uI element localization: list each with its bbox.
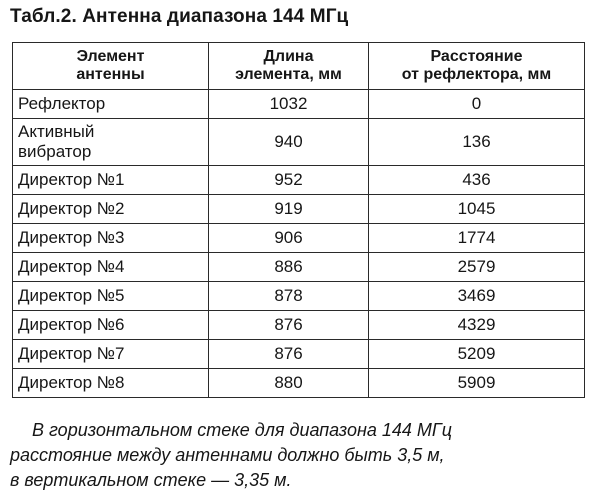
footnote-line-3: в вертикальном стеке — 3,35 м. <box>10 470 292 490</box>
cell-element-length: 919 <box>209 195 369 224</box>
cell-distance-from-reflector: 0 <box>369 90 585 119</box>
cell-distance-from-reflector: 5209 <box>369 340 585 369</box>
table-row <box>13 253 585 282</box>
antenna-spec-table <box>12 42 585 398</box>
cell-element-name-line: Директор №7 <box>18 344 125 363</box>
cell-element-name <box>13 119 209 166</box>
header-distance <box>369 43 585 90</box>
cell-element-length: 886 <box>209 253 369 282</box>
cell-element-name-line: Директор №8 <box>18 373 125 392</box>
cell-element-name <box>13 90 209 119</box>
cell-element-name-line: вибратор <box>18 142 92 161</box>
table-title: Табл.2. Антенна диапазона 144 МГц <box>10 6 349 27</box>
cell-element-length: 880 <box>209 369 369 398</box>
header-length-line-2: элемента, мм <box>235 66 342 83</box>
header-length <box>209 43 369 90</box>
cell-distance-from-reflector: 136 <box>369 119 585 166</box>
footnote <box>10 418 590 493</box>
cell-element-name-line: Рефлектор <box>18 94 106 113</box>
cell-element-length: 876 <box>209 311 369 340</box>
cell-distance-from-reflector: 1774 <box>369 224 585 253</box>
cell-element-name <box>13 224 209 253</box>
cell-distance-from-reflector: 1045 <box>369 195 585 224</box>
cell-element-name-line: Директор №2 <box>18 199 125 218</box>
cell-element-length: 940 <box>209 119 369 166</box>
cell-element-name-line: Директор №1 <box>18 170 125 189</box>
cell-element-name <box>13 369 209 398</box>
header-distance-line-1: Расстояние <box>430 48 523 65</box>
cell-element-name-line: Директор №5 <box>18 286 125 305</box>
cell-element-name <box>13 195 209 224</box>
cell-element-length: 876 <box>209 340 369 369</box>
cell-element-name-line: Активный <box>18 122 95 141</box>
table-row <box>13 282 585 311</box>
header-element <box>13 43 209 90</box>
table-row <box>13 369 585 398</box>
cell-element-name-line: Директор №6 <box>18 315 125 334</box>
table-row <box>13 195 585 224</box>
cell-element-name <box>13 166 209 195</box>
cell-distance-from-reflector: 436 <box>369 166 585 195</box>
cell-distance-from-reflector: 5909 <box>369 369 585 398</box>
cell-element-length: 1032 <box>209 90 369 119</box>
table-row <box>13 90 585 119</box>
cell-element-name <box>13 282 209 311</box>
table-header-row <box>13 43 585 90</box>
footnote-line-2: расстояние между антеннами должно быть 3,5 м, <box>10 445 445 465</box>
footnote-line-1: В горизонтальном стеке для диапазона 144 МГц <box>32 420 452 440</box>
cell-element-name <box>13 253 209 282</box>
cell-distance-from-reflector: 2579 <box>369 253 585 282</box>
cell-element-length: 906 <box>209 224 369 253</box>
header-length-line-1: Длина <box>263 48 314 65</box>
header-element-line-1: Элемент <box>76 48 145 65</box>
header-element-line-2: антенны <box>76 66 145 83</box>
table-row <box>13 166 585 195</box>
cell-element-name <box>13 340 209 369</box>
cell-distance-from-reflector: 3469 <box>369 282 585 311</box>
header-distance-line-2: от рефлектора, мм <box>401 66 552 83</box>
cell-element-length: 878 <box>209 282 369 311</box>
cell-element-name <box>13 311 209 340</box>
cell-element-length: 952 <box>209 166 369 195</box>
table-body <box>13 90 585 398</box>
table-row <box>13 311 585 340</box>
cell-element-name-line: Директор №3 <box>18 228 125 247</box>
table-row <box>13 119 585 166</box>
cell-element-name-line: Директор №4 <box>18 257 125 276</box>
cell-distance-from-reflector: 4329 <box>369 311 585 340</box>
table-row <box>13 340 585 369</box>
table-row <box>13 224 585 253</box>
